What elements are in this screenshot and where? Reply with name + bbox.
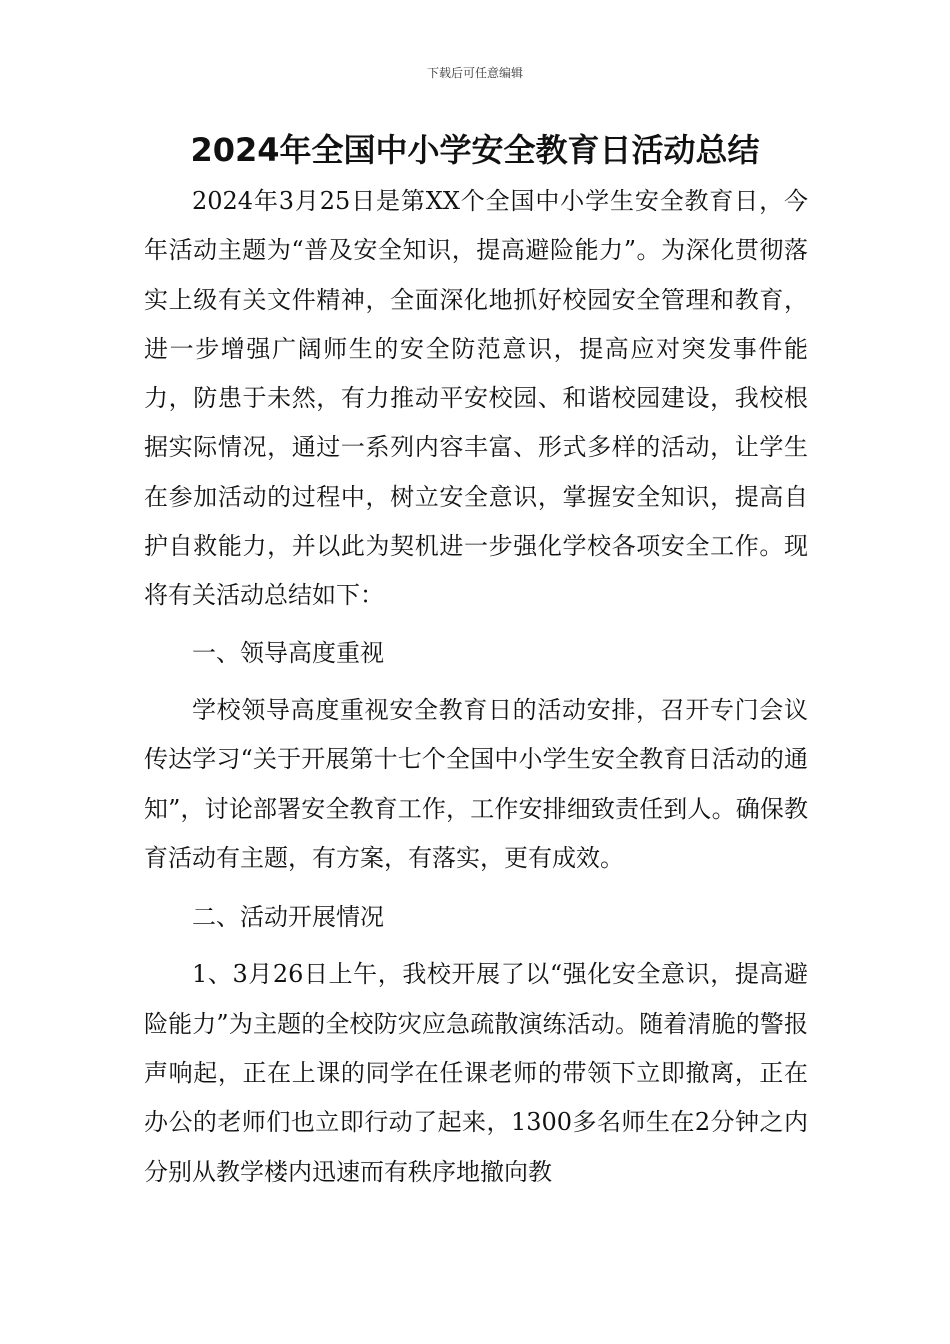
header-note: 下载后可任意编辑 [426,66,523,80]
section2-heading: 二、活动开展情况 [192,903,384,932]
section1-heading: 一、领导高度重视 [192,638,384,667]
section2-item1-paragraph: 1、3月26日上午，我校开展了以“强化安全意识，提高避险能力”为主题的全校防灾应急疏散演练活动。随着清脆的警报声响起，正在上课的同学在任课老师的带领下立即撤离，正在办公的老师们也立即行动了起来，1300多名师生在2分钟之内分别从教学楼内迅速而有秩序地撤向教 [144,960,808,1186]
section1-paragraph: 学校领导高度重视安全教育日的活动安排，召开专门会议传达学习“关于开展第十七个全国中小学生安全教育日活动的通知”，讨论部署安全教育工作，工作安排细致责任到人。确保教育活动有主题，有方案，有落实，更有成效。 [144,695,808,872]
intro-paragraph: 2024年3月25日是第XX个全国中小学生安全教育日，今年活动主题为“普及安全知识，提高避险能力”。为深化贯彻落实上级有关文件精神，全面深化地抓好校园安全管理和教育，进一步增强广阔师生的安全防范意识，提高应对突发事件能力，防患于未然，有力推动平安校园、和谐校园建设，我校根据实际情况，通过一系列内容丰富、形式多样的活动，让学生在参加活动的过程中，树立安全意识，掌握安全知识，提高自护自救能力，并以此为契机进一步强化学校各项安全工作。现将有关活动总结如下： [144,187,808,610]
document-title: 2024年全国中小学安全教育日活动总结 [190,131,760,169]
document-body [144,177,808,1197]
